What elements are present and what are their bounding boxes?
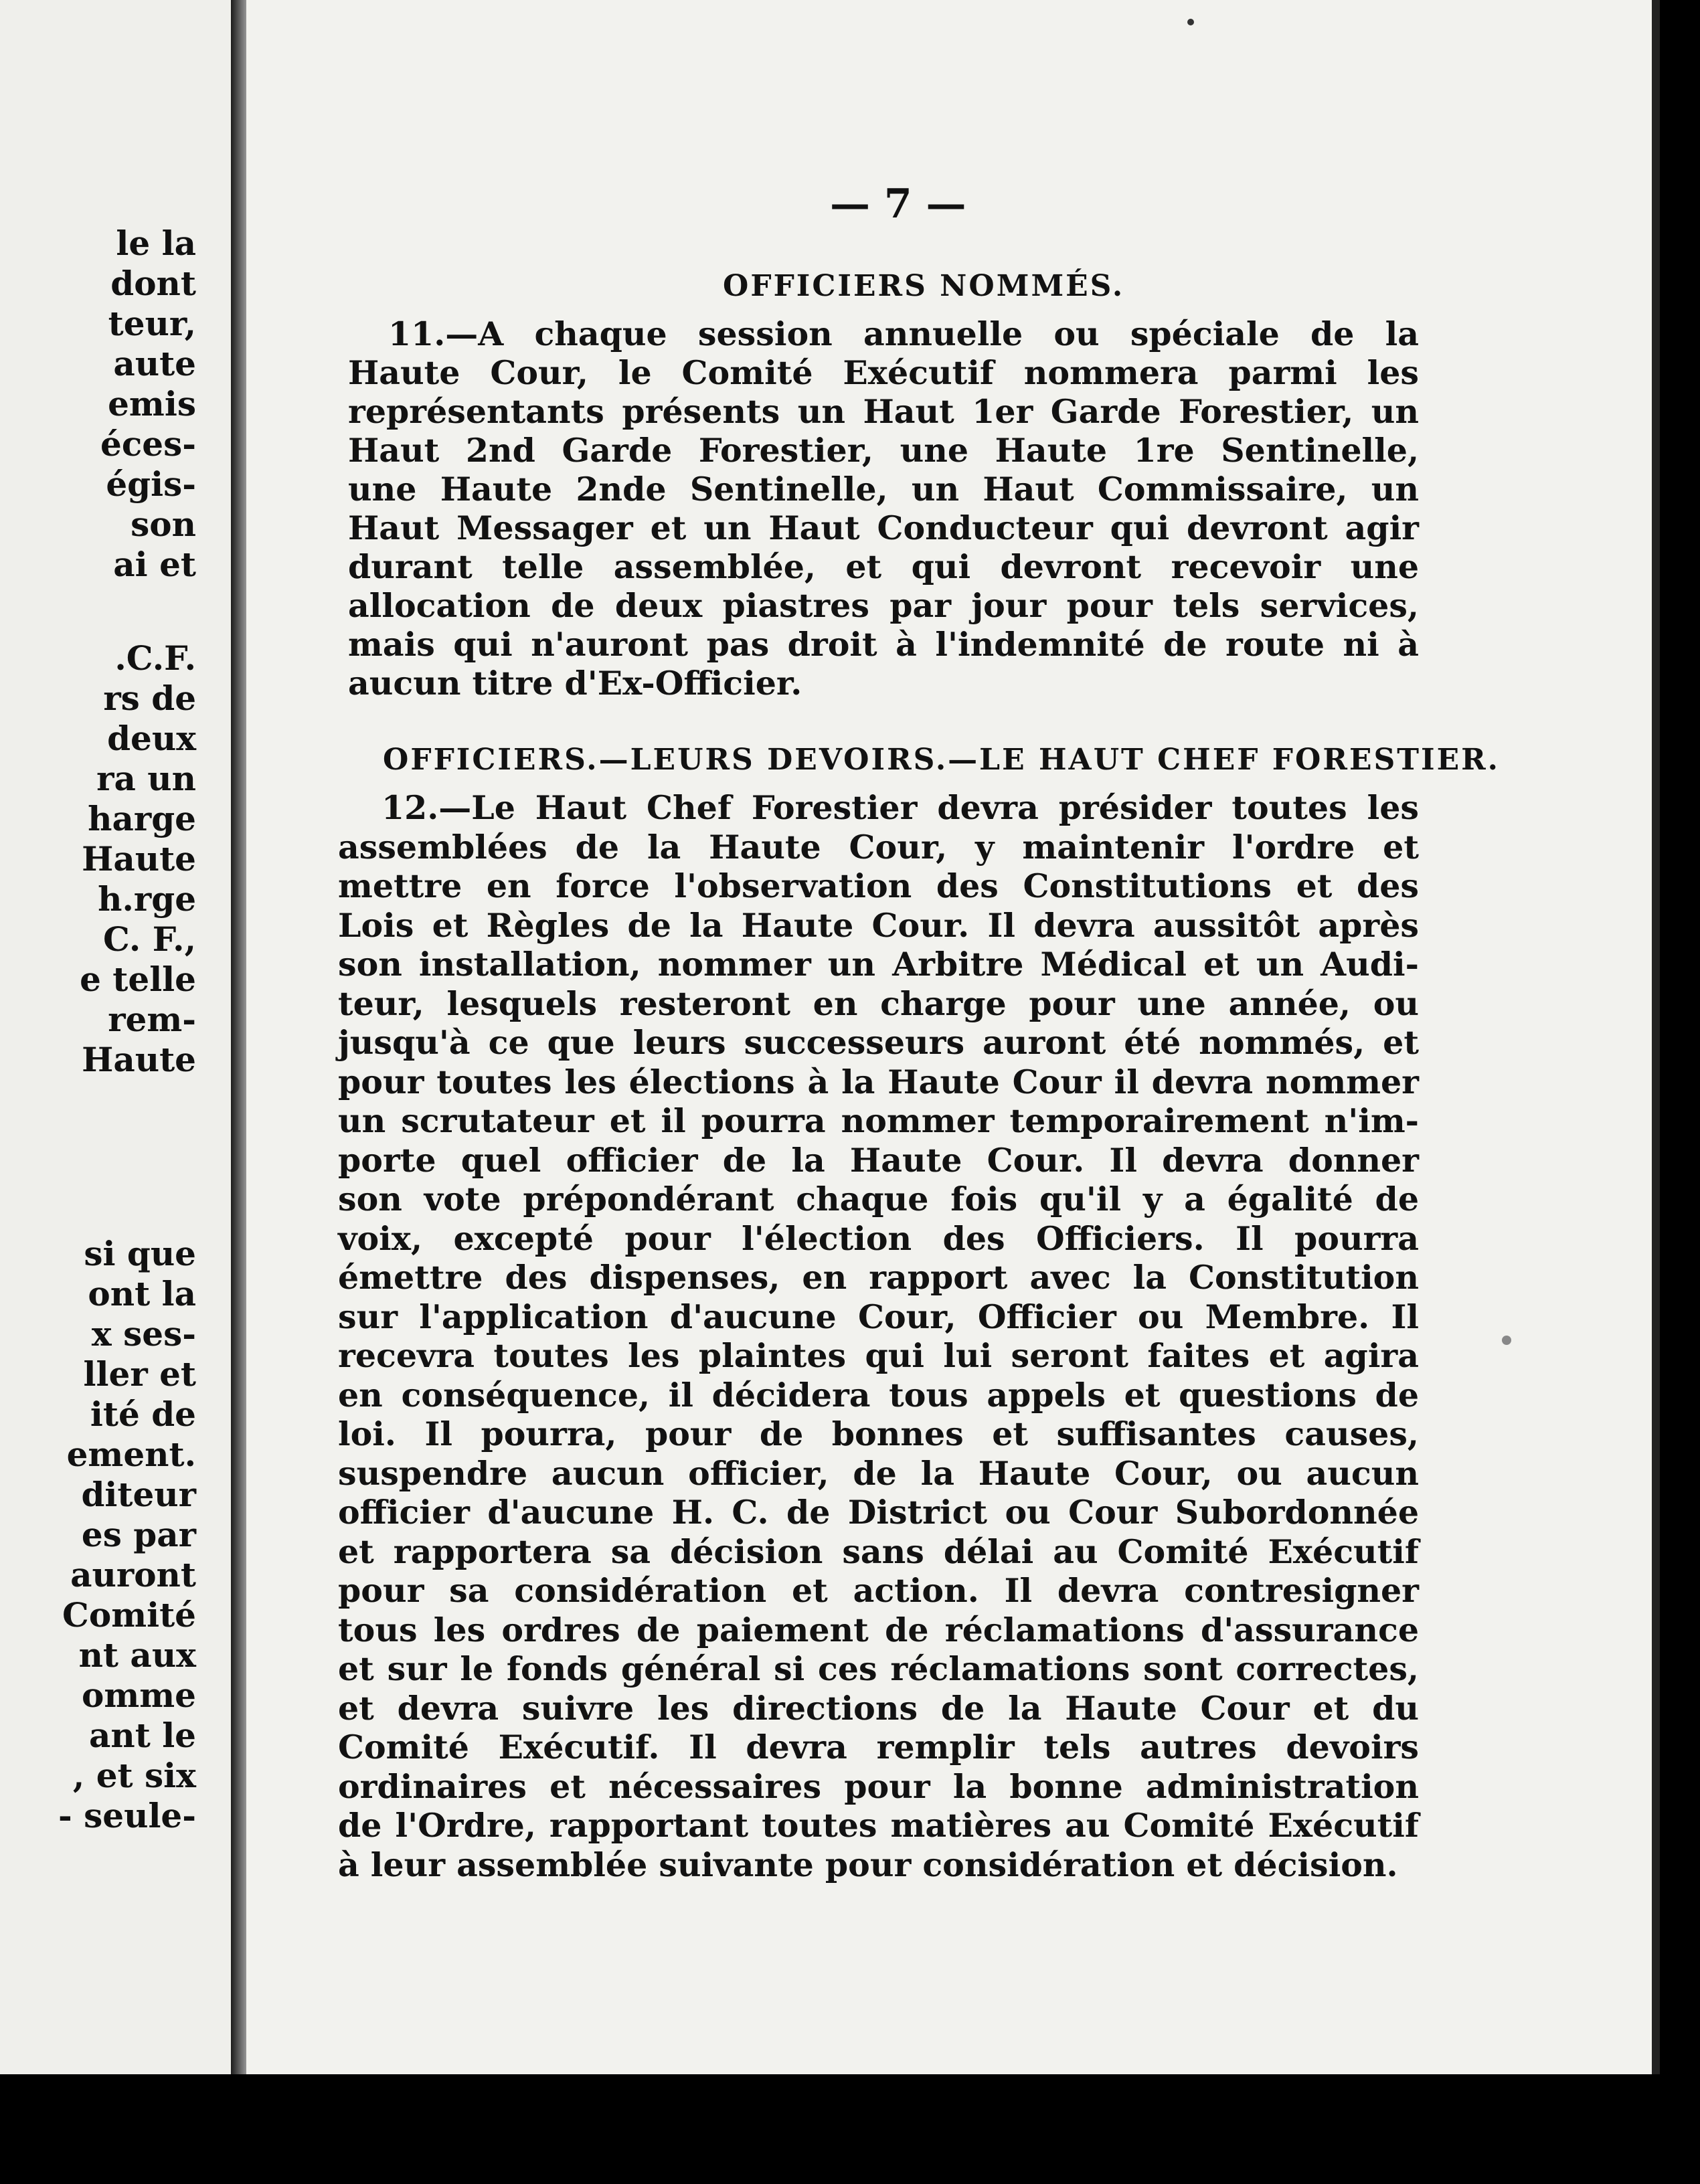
left-page-text-fragment: ité de	[90, 1394, 196, 1434]
left-page-text-fragment: - seule-	[58, 1796, 196, 1835]
left-page-text-fragment: dont	[110, 264, 196, 303]
left-page-text-fragment: Comité	[62, 1595, 196, 1635]
scan-speck	[1187, 19, 1194, 25]
left-page-text-fragment: C. F.,	[102, 919, 196, 959]
left-page-text-fragment: rs de	[103, 678, 196, 718]
left-page-text-fragment: harge	[88, 799, 196, 838]
paragraph-line: pour sa considération et action. Il devra contresigner	[338, 1571, 1419, 1610]
paragraph-line: émettre des dispenses, en rapport avec la Constitution	[338, 1258, 1419, 1297]
left-page-text-fragment: Haute	[82, 1040, 196, 1079]
left-page-text-fragment: auront	[70, 1555, 196, 1595]
paragraph-line: ordinaires et nécessaires pour la bonne administration	[338, 1766, 1419, 1806]
left-page-text-fragment: éces-	[100, 424, 196, 464]
left-page-text-fragment: ller et	[83, 1354, 196, 1394]
paragraph-line: voix, excepté pour l'élection des Officiers. Il pourra	[338, 1218, 1419, 1258]
left-page-text-fragment: aute	[113, 344, 196, 383]
paragraph-line: son vote prépondérant chaque fois qu'il y a égalité de	[338, 1180, 1419, 1218]
left-page-text-fragment: ement.	[66, 1435, 196, 1474]
paragraph-line: Comité Exécutif. Il devra remplir tels autres devoirs	[338, 1728, 1419, 1766]
left-page-text-fragment: rem-	[108, 1000, 196, 1039]
paragraph-line: porte quel officier de la Haute Cour. Il devra donner	[338, 1140, 1419, 1180]
paragraph-line: suspendre aucun officier, de la Haute Cour, ou aucun	[338, 1453, 1419, 1493]
page-number: — 7 —	[830, 181, 966, 227]
left-page-text-fragment: teur,	[108, 304, 196, 343]
left-page-text-fragment: si que	[84, 1234, 196, 1273]
left-page-text-fragment: ant le	[88, 1716, 196, 1755]
paragraph-line: et devra suivre les directions de la Haute Cour et du	[338, 1688, 1419, 1728]
paragraph-line: tous les ordres de paiement de réclamations d'assurance	[338, 1610, 1419, 1649]
left-page-text-fragment: .C.F.	[114, 638, 196, 678]
paragraph-line: et sur le fonds général si ces réclamations sont correctes,	[338, 1649, 1419, 1688]
paragraph-line: à leur assemblée suivante pour considération et décision.	[338, 1845, 1398, 1884]
paragraph-line: teur, lesquels resteront en charge pour une année, ou	[338, 984, 1419, 1023]
paragraph-line: allocation de deux piastres par jour pour tels services,	[348, 586, 1419, 625]
scan-border	[0, 2074, 1700, 2184]
left-page-text-fragment: es par	[81, 1515, 196, 1554]
paragraph-line: sur l'application d'aucune Cour, Officier ou Membre. Il	[338, 1297, 1419, 1336]
page-edge	[1652, 0, 1660, 2074]
section-heading-devoirs: OFFICIERS.—LEURS DEVOIRS.—LE HAUT CHEF FORESTIER.	[383, 743, 1500, 777]
paragraph-line: mais qui n'auront pas droit à l'indemnité de route ni à	[348, 625, 1419, 664]
section-heading-officiers-nommes: OFFICIERS NOMMÉS.	[723, 269, 1125, 303]
left-page-text-fragment: ai et	[113, 545, 196, 584]
paragraph-line: jusqu'à ce que leurs successeurs auront été nommés, et	[338, 1023, 1419, 1062]
paragraph-line: en conséquence, il décidera tous appels et questions de	[338, 1375, 1419, 1415]
left-page-text-fragment: Haute	[82, 839, 196, 879]
paragraph-line: Haut 2nd Garde Forestier, une Haute 1re Sentinelle,	[348, 431, 1419, 470]
left-page-text-fragment: h.rge	[98, 879, 196, 919]
paragraph-line: un scrutateur et il pourra nommer temporairement n'im-	[338, 1101, 1419, 1140]
paragraph-line: et rapportera sa décision sans délai au Comité Exécutif	[338, 1532, 1419, 1571]
left-page-text-fragment: diteur	[81, 1475, 196, 1514]
paragraph-line: aucun titre d'Ex-Officier.	[348, 664, 802, 703]
paragraph-line: officier d'aucune H. C. de District ou Cour Subordonnée	[338, 1493, 1419, 1532]
left-page-text-fragment: deux	[107, 719, 196, 758]
left-page-text-fragment: emis	[108, 384, 196, 424]
paragraph-line: assemblées de la Haute Cour, y maintenir l'ordre et	[338, 827, 1419, 867]
book-gutter	[231, 0, 247, 2184]
paragraph-line: une Haute 2nde Sentinelle, un Haut Commissaire, un	[348, 470, 1419, 509]
left-page-text-fragment: ont la	[88, 1274, 196, 1313]
left-page-text-fragment: son	[131, 505, 196, 544]
left-page-fragment	[0, 0, 231, 2184]
paragraph-line: 11.—A chaque session annuelle ou spéciale de la	[388, 314, 1419, 353]
left-page-text-fragment: x ses-	[91, 1314, 196, 1354]
paragraph-line: 12.—Le Haut Chef Forestier devra présider toutes les	[381, 788, 1419, 827]
paragraph-line: Haute Cour, le Comité Exécutif nommera parmi les	[348, 353, 1419, 392]
left-page-text-fragment: omme	[82, 1675, 196, 1715]
scan-speck	[1502, 1336, 1511, 1345]
left-page-text-fragment: égis-	[106, 464, 196, 504]
paragraph-line: durant telle assemblée, et qui devront recevoir une	[348, 547, 1419, 586]
paragraph-line: de l'Ordre, rapportant toutes matières au Comité Exécutif	[338, 1806, 1419, 1845]
paragraph-line: représentants présents un Haut 1er Garde Forestier, un	[348, 392, 1419, 431]
paragraph-line: Haut Messager et un Haut Conducteur qui devront agir	[348, 509, 1419, 547]
paragraph-line: son installation, nommer un Arbitre Médical et un Audi-	[338, 945, 1419, 984]
paragraph-line: mettre en force l'observation des Constitutions et des	[338, 867, 1419, 905]
paragraph-line: loi. Il pourra, pour de bonnes et suffisantes causes,	[338, 1415, 1419, 1453]
paragraph-line: recevra toutes les plaintes qui lui seront faites et agira	[338, 1336, 1419, 1375]
left-page-text-fragment: , et six	[72, 1756, 196, 1795]
paragraph-line: pour toutes les élections à la Haute Cour il devra nommer	[338, 1062, 1419, 1101]
left-page-text-fragment: ra un	[96, 759, 196, 798]
left-page-text-fragment: le la	[116, 223, 196, 263]
left-page-text-fragment: nt aux	[78, 1635, 196, 1675]
paragraph-line: Lois et Règles de la Haute Cour. Il devra aussitôt après	[338, 905, 1419, 945]
left-page-text-fragment: e telle	[80, 960, 196, 999]
